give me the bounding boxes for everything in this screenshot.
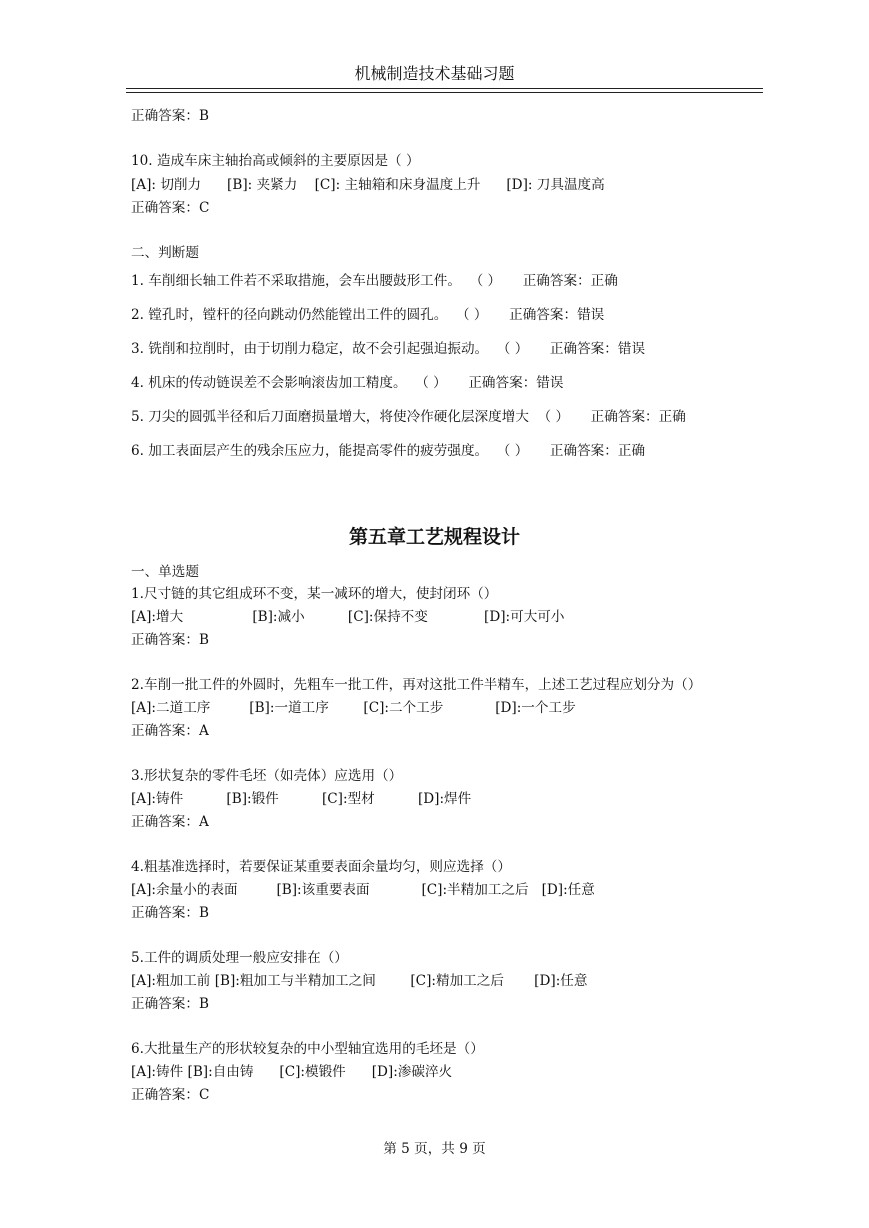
options-line: [A]:余量小的表面 [B]:该重要表面 [C]:半精加工之后 [D]:任意: [131, 882, 595, 898]
question-line: 1.尺寸链的其它组成环不变，某一减环的增大，使封闭环（）: [131, 586, 498, 602]
question-line: 5.工件的调质处理一般应安排在（）: [131, 950, 348, 966]
answer-line: 正确答案：C: [131, 200, 210, 216]
judgment-item: 5. 刀尖的圆弧半径和后刀面磨损量增大，将使冷作硬化层深度增大 （ ） 正确答案：正确: [131, 409, 686, 425]
judgment-item: 2. 镗孔时，镗杆的径向跳动仍然能镗出工件的圆孔。 （ ） 正确答案：错误: [131, 307, 605, 323]
answer-line: 正确答案：A: [131, 723, 209, 739]
judgment-item: 3. 铣削和拉削时，由于切削力稳定，故不会引起强迫振动。 （ ） 正确答案：错误: [131, 341, 646, 357]
section-heading: 二、判断题: [131, 245, 199, 261]
question-line: 10. 造成车床主轴抬高或倾斜的主要原因是（ ）: [131, 153, 420, 169]
header-title: 机械制造技术基础习题: [354, 64, 515, 83]
question-line: 3.形状复杂的零件毛坯（如壳体）应选用（）: [131, 768, 403, 784]
page-number: 第 5 页，共 9 页: [383, 1141, 486, 1157]
answer-line: 正确答案：B: [131, 632, 209, 648]
options-line: [A]:粗加工前 [B]:粗加工与半精加工之间 [C]:精加工之后 [D]:任意: [131, 973, 588, 989]
question-line: 2.车削一批工件的外圆时，先粗车一批工件，再对这批工件半精车，上述工艺过程应划分为（）: [131, 677, 702, 693]
judgment-item: 1. 车削细长轴工件若不采取措施，会车出腰鼓形工件。 （ ） 正确答案：正确: [131, 273, 618, 289]
judgment-item: 4. 机床的传动链误差不会影响滚齿加工精度。 （ ） 正确答案：错误: [131, 375, 564, 391]
options-line: [A]:铸件 [B]:锻件 [C]:型材 [D]:焊件: [131, 791, 472, 807]
answer-line: 正确答案：B: [131, 905, 209, 921]
header-rule-thin: [126, 92, 763, 93]
section-heading: 一、单选题: [131, 564, 199, 580]
question-line: 6.大批量生产的形状较复杂的中小型轴宜选用的毛坯是（）: [131, 1041, 484, 1057]
answer-line: 正确答案：C: [131, 1087, 210, 1103]
options-line: [A]:增大 [B]:减小 [C]:保持不变 [D]:可大可小: [131, 609, 565, 625]
options-line: [A]:铸件 [B]:自由铸 [C]:模锻件 [D]:渗碳淬火: [131, 1064, 453, 1080]
header-rule: [126, 88, 763, 89]
options-line: [A]: 切削力 [B]: 夹紧力 [C]: 主轴箱和床身温度上升 [D]: 刀具温度高: [131, 177, 605, 193]
chapter-title: 第五章工艺规程设计: [348, 526, 520, 548]
judgment-item: 6. 加工表面层产生的残余压应力，能提高零件的疲劳强度。 （ ） 正确答案：正确: [131, 443, 646, 459]
answer-line: 正确答案：B: [131, 108, 209, 124]
options-line: [A]:二道工序 [B]:一道工序 [C]:二个工步 [D]:一个工步: [131, 700, 576, 716]
answer-line: 正确答案：B: [131, 996, 209, 1012]
answer-line: 正确答案：A: [131, 814, 209, 830]
question-line: 4.粗基准选择时，若要保证某重要表面余量均匀，则应选择（）: [131, 859, 511, 875]
